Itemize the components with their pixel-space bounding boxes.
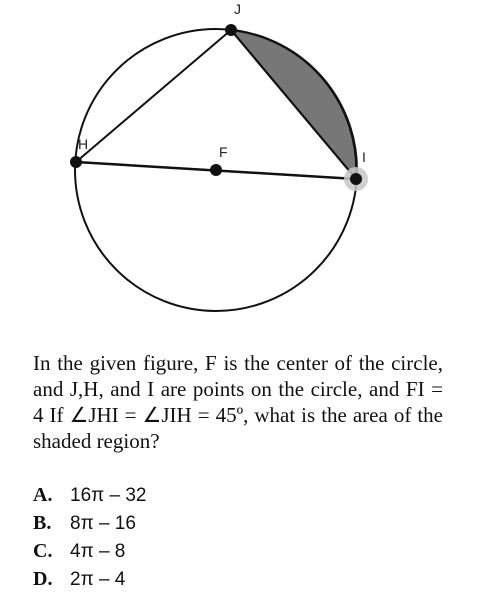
chord-hj <box>76 30 231 162</box>
choice-letter: C. <box>33 540 53 562</box>
choice-text: 2π – 4 <box>70 569 126 590</box>
choice-letter: A. <box>33 484 53 506</box>
choice-text: 4π – 8 <box>70 541 126 562</box>
point-f <box>210 164 222 176</box>
point-j <box>225 24 237 36</box>
answer-choices <box>33 481 147 593</box>
choice-text: 16π – 32 <box>70 485 147 506</box>
choice-a[interactable] <box>33 481 147 509</box>
point-h <box>70 156 82 168</box>
label-f: F <box>219 144 228 160</box>
choice-c[interactable] <box>33 537 147 565</box>
choice-text: 8π – 16 <box>70 513 136 534</box>
label-i: I <box>362 149 366 165</box>
label-h: H <box>78 136 89 152</box>
choice-b[interactable] <box>33 509 147 537</box>
point-i <box>350 173 362 185</box>
choice-letter: D. <box>33 568 53 590</box>
question-text: In the given figure, F is the center of the circle, and J,H, and I are points on the circle, and FI = 4 If ∠JHI = ∠JIH = 45º, what is the area of the shaded region? <box>33 351 443 453</box>
choice-letter: B. <box>33 512 52 534</box>
label-j: J <box>234 1 241 17</box>
